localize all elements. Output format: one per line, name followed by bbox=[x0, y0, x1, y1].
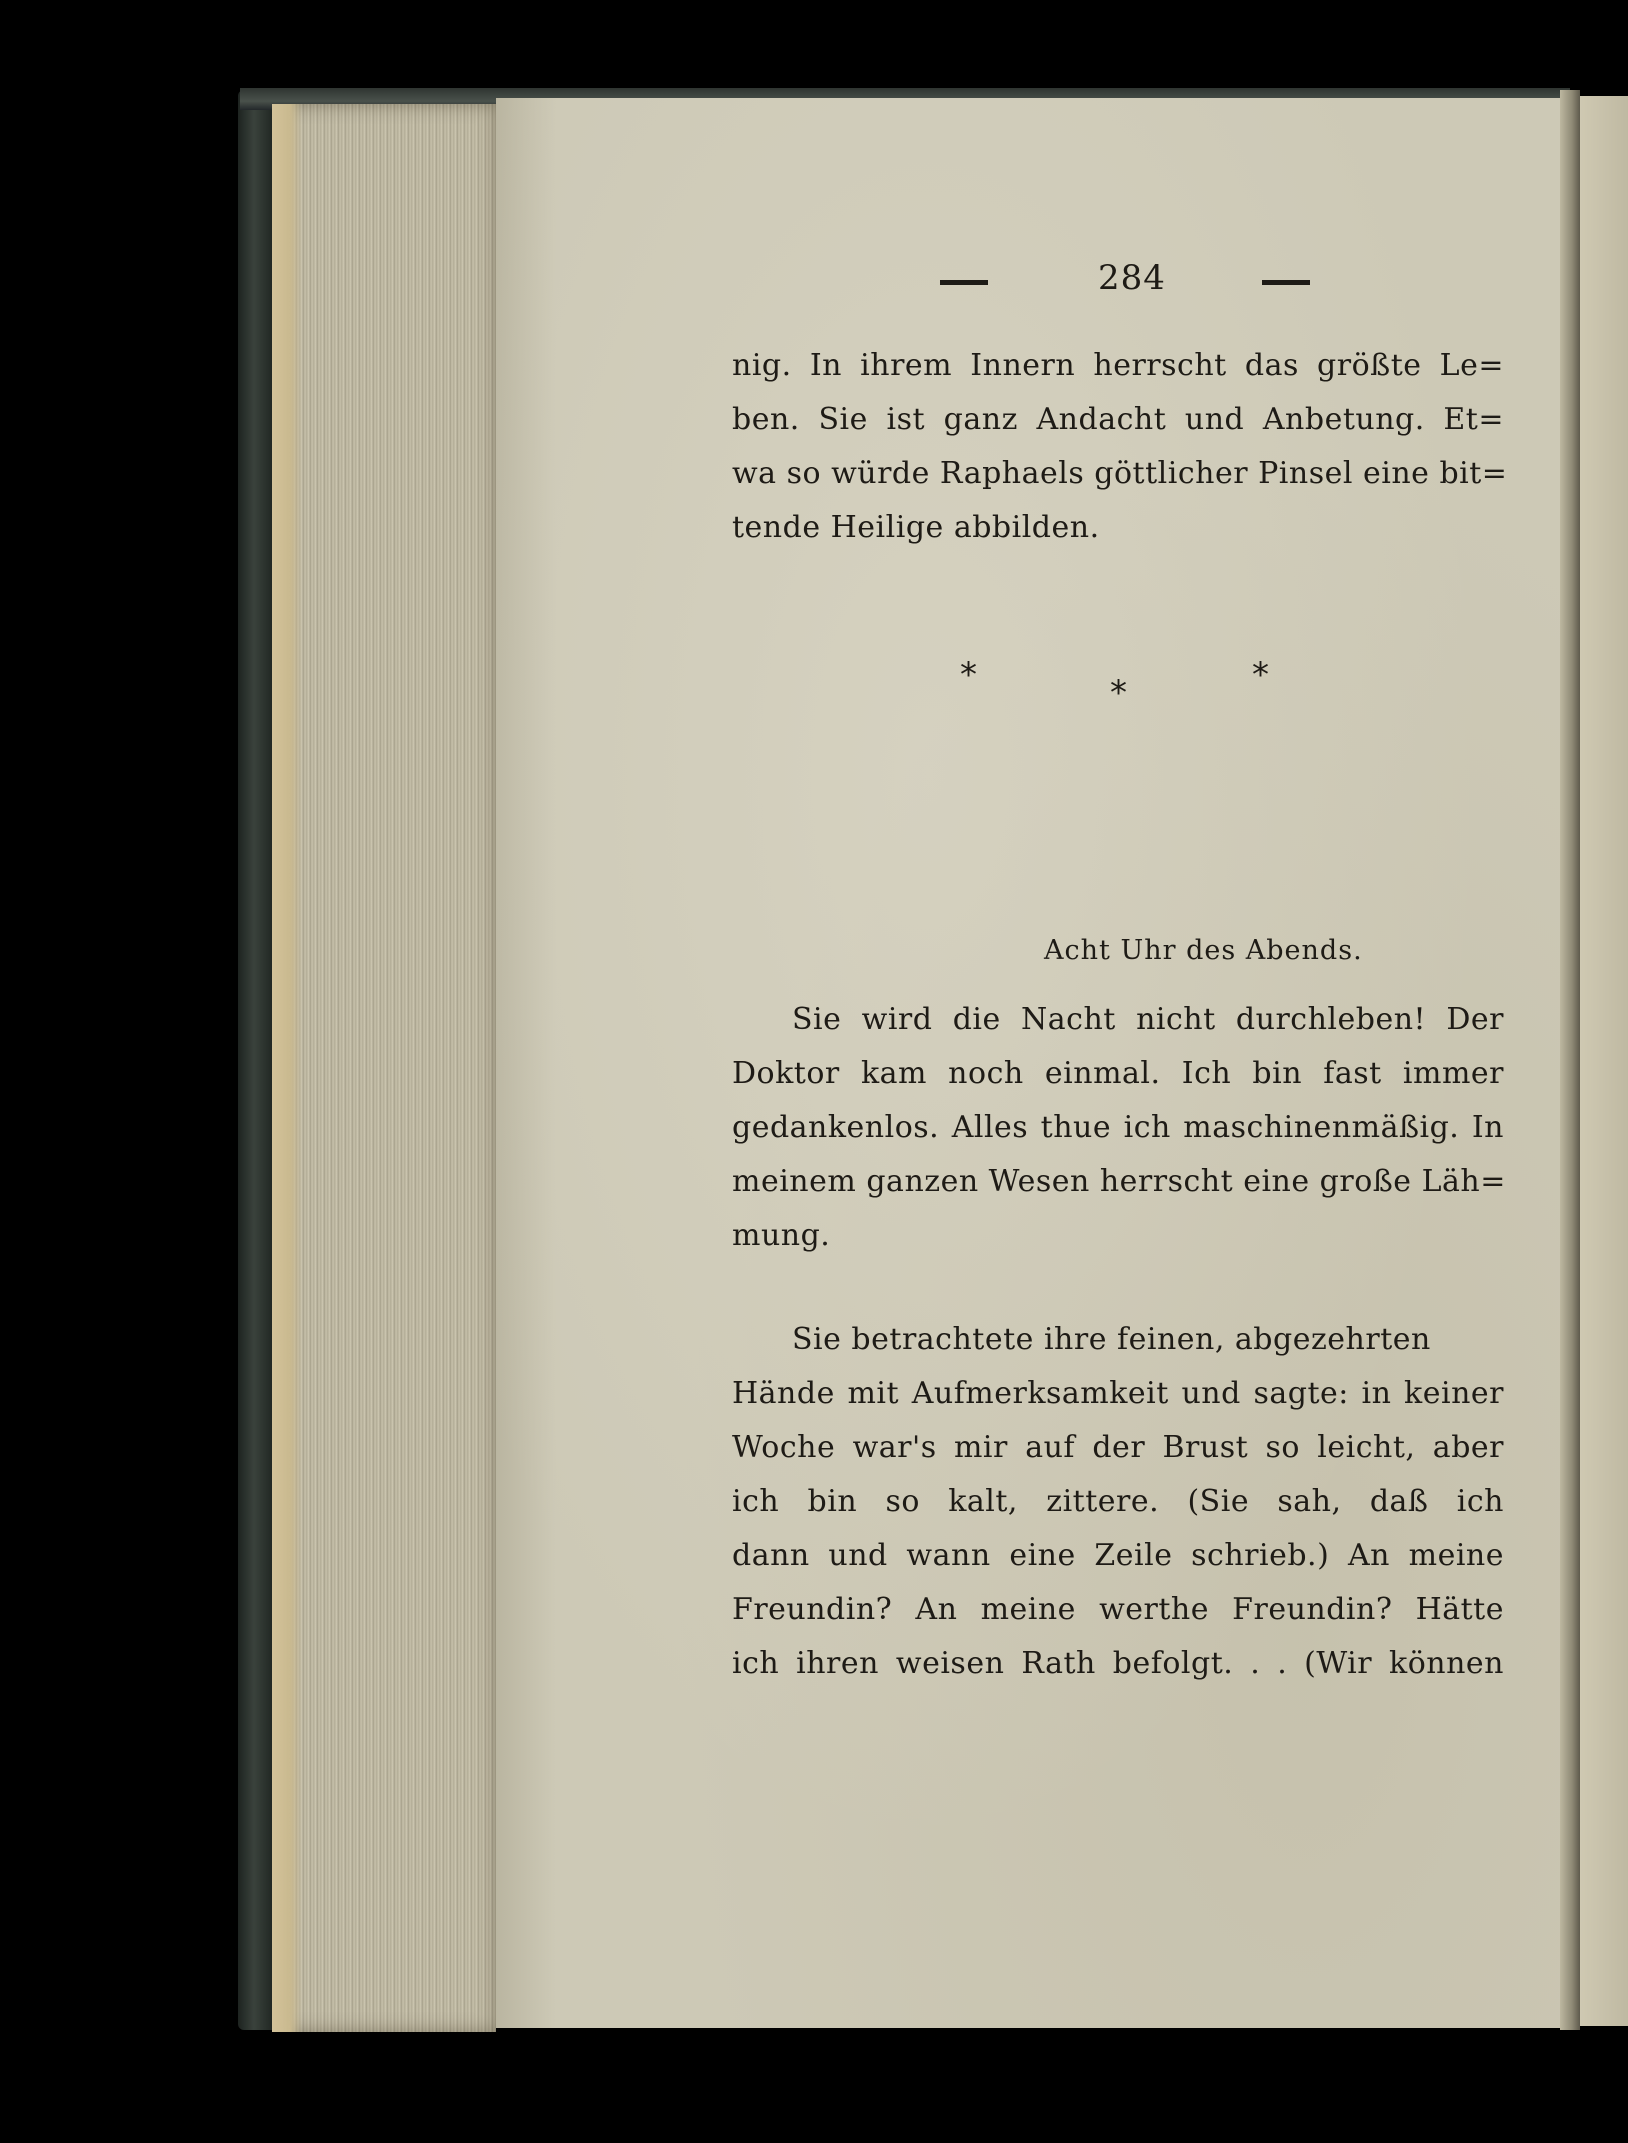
separator-star: * bbox=[960, 655, 977, 695]
text-line bbox=[732, 1322, 1504, 1357]
page-header bbox=[940, 258, 1380, 308]
text-line: ich bin so kalt, zittere. (Sie sah, daß ich bbox=[732, 1484, 1504, 1519]
text-line-content: Sie wird die Nacht nicht durchleben! Der bbox=[792, 1002, 1504, 1037]
text-line bbox=[732, 1002, 1504, 1037]
separator-star: * bbox=[1110, 673, 1127, 713]
facing-page-edge bbox=[1580, 96, 1628, 2026]
text-line: meinem ganzen Wesen herrscht eine große Läh= bbox=[732, 1164, 1506, 1199]
text-line: nig. In ihrem Innern herrscht das größte Le= bbox=[732, 348, 1504, 383]
text-line: dann und wann eine Zeile schrieb.) An meine bbox=[732, 1538, 1504, 1573]
header-dash-left bbox=[940, 280, 988, 285]
section-separator bbox=[960, 655, 1280, 713]
text-line: Woche war's mir auf der Brust so leicht, aber bbox=[732, 1430, 1504, 1465]
page-stack-edge bbox=[272, 104, 496, 2032]
text-line: ben. Sie ist ganz Andacht und Anbetung. Et= bbox=[732, 402, 1504, 437]
text-line: ich ihren weisen Rath befolgt. . . (Wir können bbox=[732, 1646, 1504, 1681]
text-line: Hände mit Aufmerksamkeit und sagte: in keiner bbox=[732, 1376, 1504, 1411]
text-line: gedankenlos. Alles thue ich maschinenmäßig. In bbox=[732, 1110, 1504, 1145]
section-heading: Acht Uhr des Abends. bbox=[1044, 935, 1363, 966]
page-number: 284 bbox=[1098, 258, 1166, 298]
text-line: Doktor kam noch einmal. Ich bin fast immer bbox=[732, 1056, 1504, 1091]
text-line: mung. bbox=[732, 1218, 831, 1253]
text-line: wa so würde Raphaels göttlicher Pinsel eine bit= bbox=[732, 456, 1508, 491]
text-line-content: Sie betrachtete ihre feinen, abgezehrten bbox=[792, 1322, 1431, 1357]
header-dash-right bbox=[1262, 280, 1310, 285]
text-line: tende Heilige abbilden. bbox=[732, 510, 1100, 545]
page-gutter bbox=[1560, 90, 1580, 2030]
text-line: Freundin? An meine werthe Freundin? Hätte bbox=[732, 1592, 1504, 1627]
separator-star: * bbox=[1252, 655, 1269, 695]
